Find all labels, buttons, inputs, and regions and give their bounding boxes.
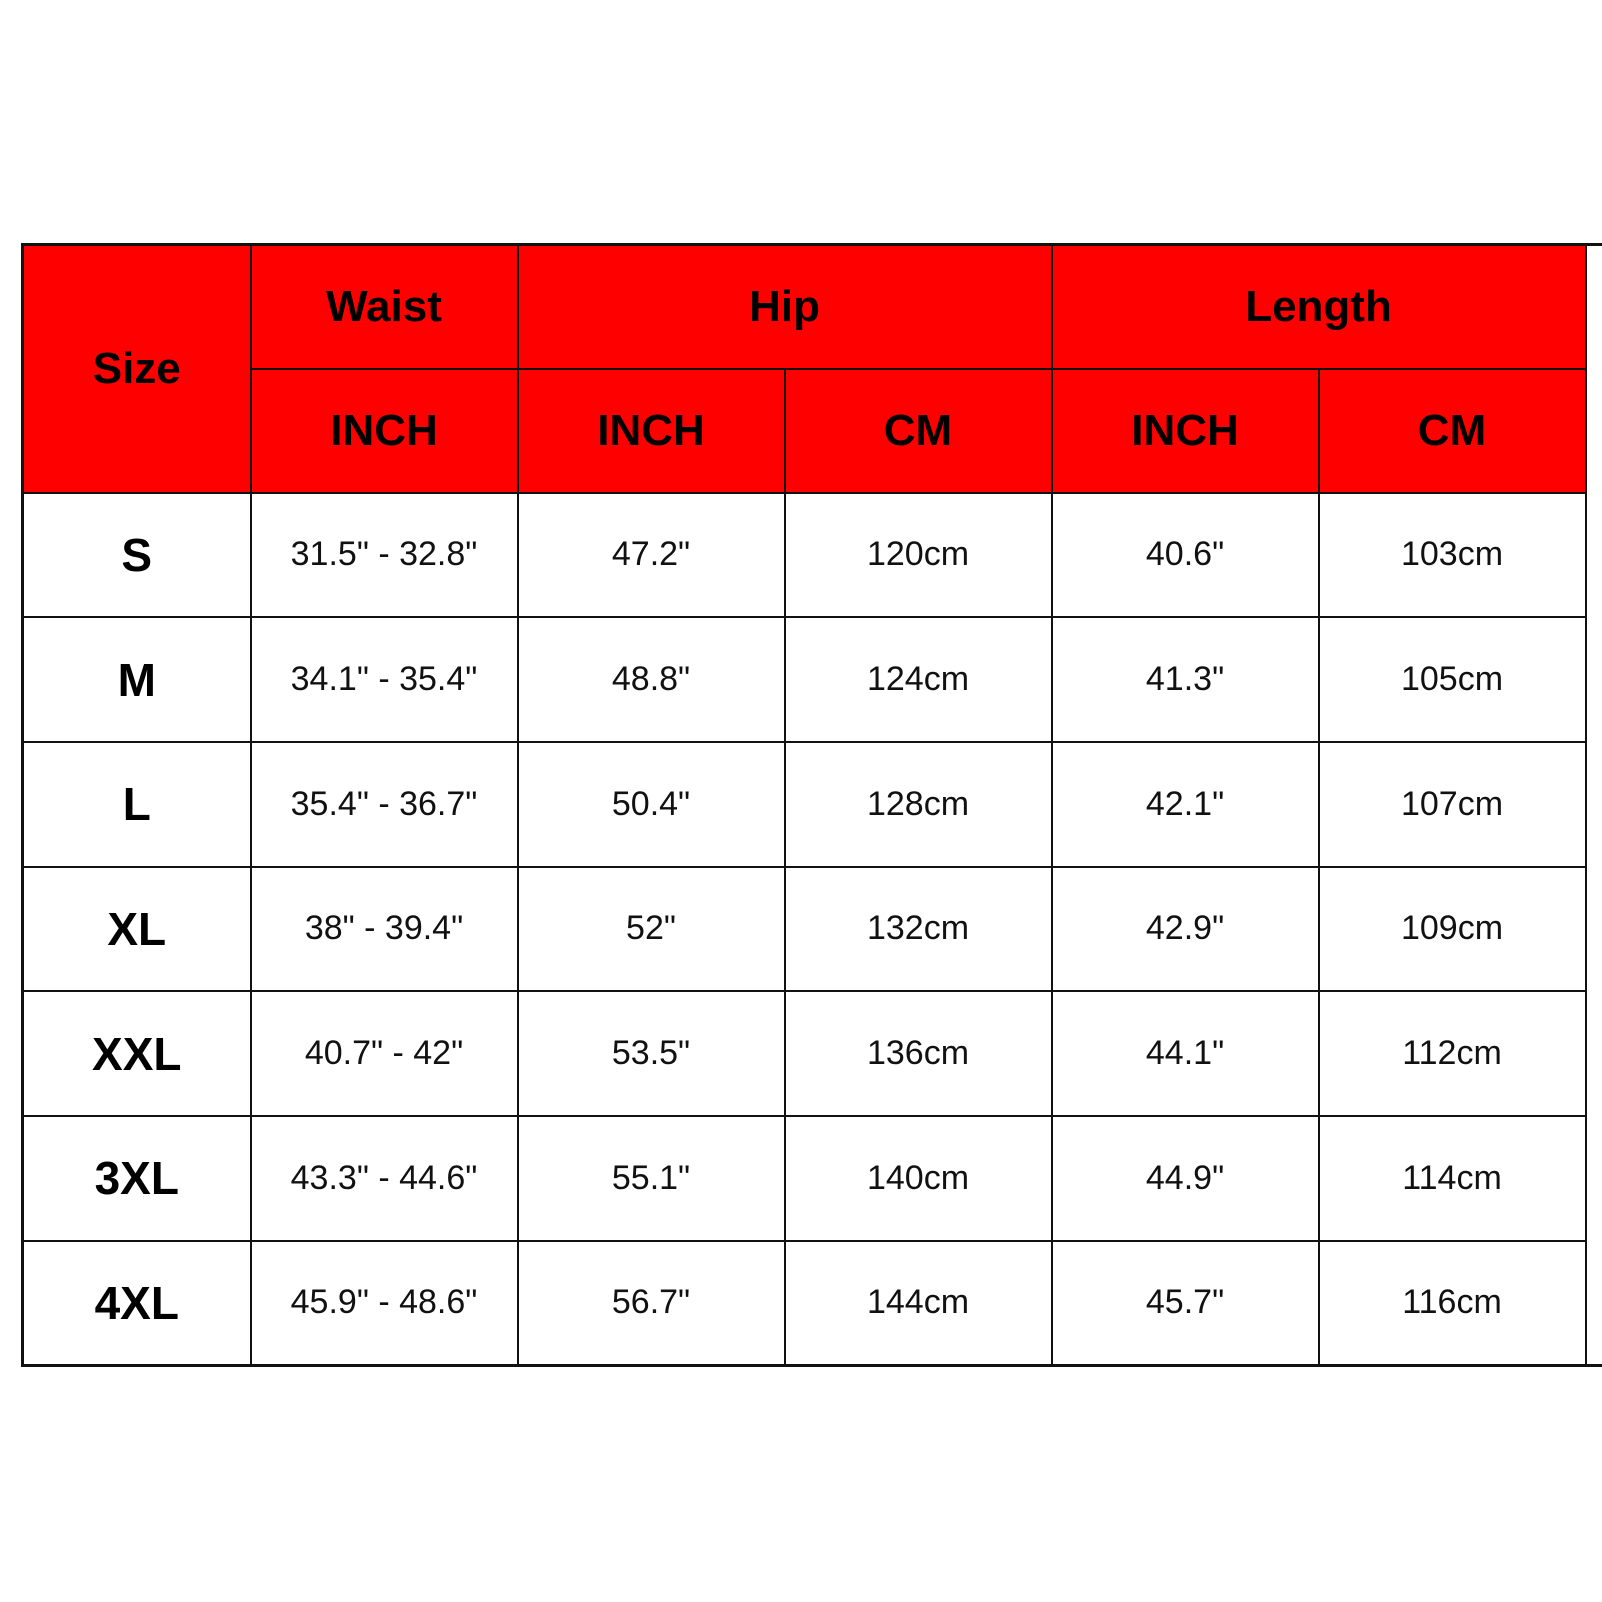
hip-cm-cell: 144cm bbox=[785, 1241, 1052, 1366]
hip-inch-cell: 52" bbox=[518, 867, 785, 992]
length-cm-cell: 112cm bbox=[1319, 991, 1586, 1116]
table-row bbox=[23, 991, 1602, 1116]
header-unit-row bbox=[23, 369, 1602, 493]
length-inch-cell: 41.3" bbox=[1052, 617, 1319, 742]
waist-inch-cell: 34.1" - 35.4" bbox=[251, 617, 518, 742]
length-inch-cell: 40.6" bbox=[1052, 493, 1319, 618]
hip-cm-cell: 128cm bbox=[785, 742, 1052, 867]
header-length-inch: INCH bbox=[1052, 369, 1319, 493]
hip-inch-cell: 50.4" bbox=[518, 742, 785, 867]
waist-inch-cell: 35.4" - 36.7" bbox=[251, 742, 518, 867]
size-cell: S bbox=[23, 493, 251, 618]
table-row bbox=[23, 867, 1602, 992]
hip-cm-cell: 120cm bbox=[785, 493, 1052, 618]
hip-inch-cell: 55.1" bbox=[518, 1116, 785, 1241]
header-waist: Waist bbox=[251, 245, 518, 369]
hip-inch-cell: 48.8" bbox=[518, 617, 785, 742]
table-row bbox=[23, 493, 1602, 618]
length-inch-cell: 42.1" bbox=[1052, 742, 1319, 867]
size-cell: XXL bbox=[23, 991, 251, 1116]
table-row bbox=[23, 1116, 1602, 1241]
hip-inch-cell: 56.7" bbox=[518, 1241, 785, 1366]
size-cell: 3XL bbox=[23, 1116, 251, 1241]
header-size: Size bbox=[23, 245, 251, 493]
header-hip: Hip bbox=[518, 245, 1052, 369]
size-cell: 4XL bbox=[23, 1241, 251, 1366]
size-chart-table bbox=[21, 243, 1602, 1367]
table-row bbox=[23, 617, 1602, 742]
waist-inch-cell: 45.9" - 48.6" bbox=[251, 1241, 518, 1366]
length-cm-cell: 116cm bbox=[1319, 1241, 1586, 1366]
length-cm-cell: 103cm bbox=[1319, 493, 1586, 618]
header-length: Length bbox=[1052, 245, 1586, 369]
length-inch-cell: 42.9" bbox=[1052, 867, 1319, 992]
length-inch-cell: 45.7" bbox=[1052, 1241, 1319, 1366]
header-hip-inch: INCH bbox=[518, 369, 785, 493]
length-cm-cell: 107cm bbox=[1319, 742, 1586, 867]
waist-inch-cell: 40.7" - 42" bbox=[251, 991, 518, 1116]
hip-inch-cell: 47.2" bbox=[518, 493, 785, 618]
waist-inch-cell: 43.3" - 44.6" bbox=[251, 1116, 518, 1241]
table-row bbox=[23, 1241, 1602, 1366]
waist-inch-cell: 31.5" - 32.8" bbox=[251, 493, 518, 618]
hip-cm-cell: 124cm bbox=[785, 617, 1052, 742]
header-waist-inch: INCH bbox=[251, 369, 518, 493]
length-cm-cell: 114cm bbox=[1319, 1116, 1586, 1241]
length-inch-cell: 44.1" bbox=[1052, 991, 1319, 1116]
size-cell: M bbox=[23, 617, 251, 742]
length-cm-cell: 109cm bbox=[1319, 867, 1586, 992]
header-hip-cm: CM bbox=[785, 369, 1052, 493]
hip-cm-cell: 140cm bbox=[785, 1116, 1052, 1241]
waist-inch-cell: 38" - 39.4" bbox=[251, 867, 518, 992]
table-body bbox=[23, 493, 1602, 1366]
hip-cm-cell: 132cm bbox=[785, 867, 1052, 992]
hip-inch-cell: 53.5" bbox=[518, 991, 785, 1116]
length-inch-cell: 44.9" bbox=[1052, 1116, 1319, 1241]
table-header bbox=[23, 245, 1602, 493]
header-length-cm: CM bbox=[1319, 369, 1586, 493]
table-row bbox=[23, 742, 1602, 867]
header-group-row bbox=[23, 245, 1602, 369]
hip-cm-cell: 136cm bbox=[785, 991, 1052, 1116]
length-cm-cell: 105cm bbox=[1319, 617, 1586, 742]
size-cell: L bbox=[23, 742, 251, 867]
size-cell: XL bbox=[23, 867, 251, 992]
